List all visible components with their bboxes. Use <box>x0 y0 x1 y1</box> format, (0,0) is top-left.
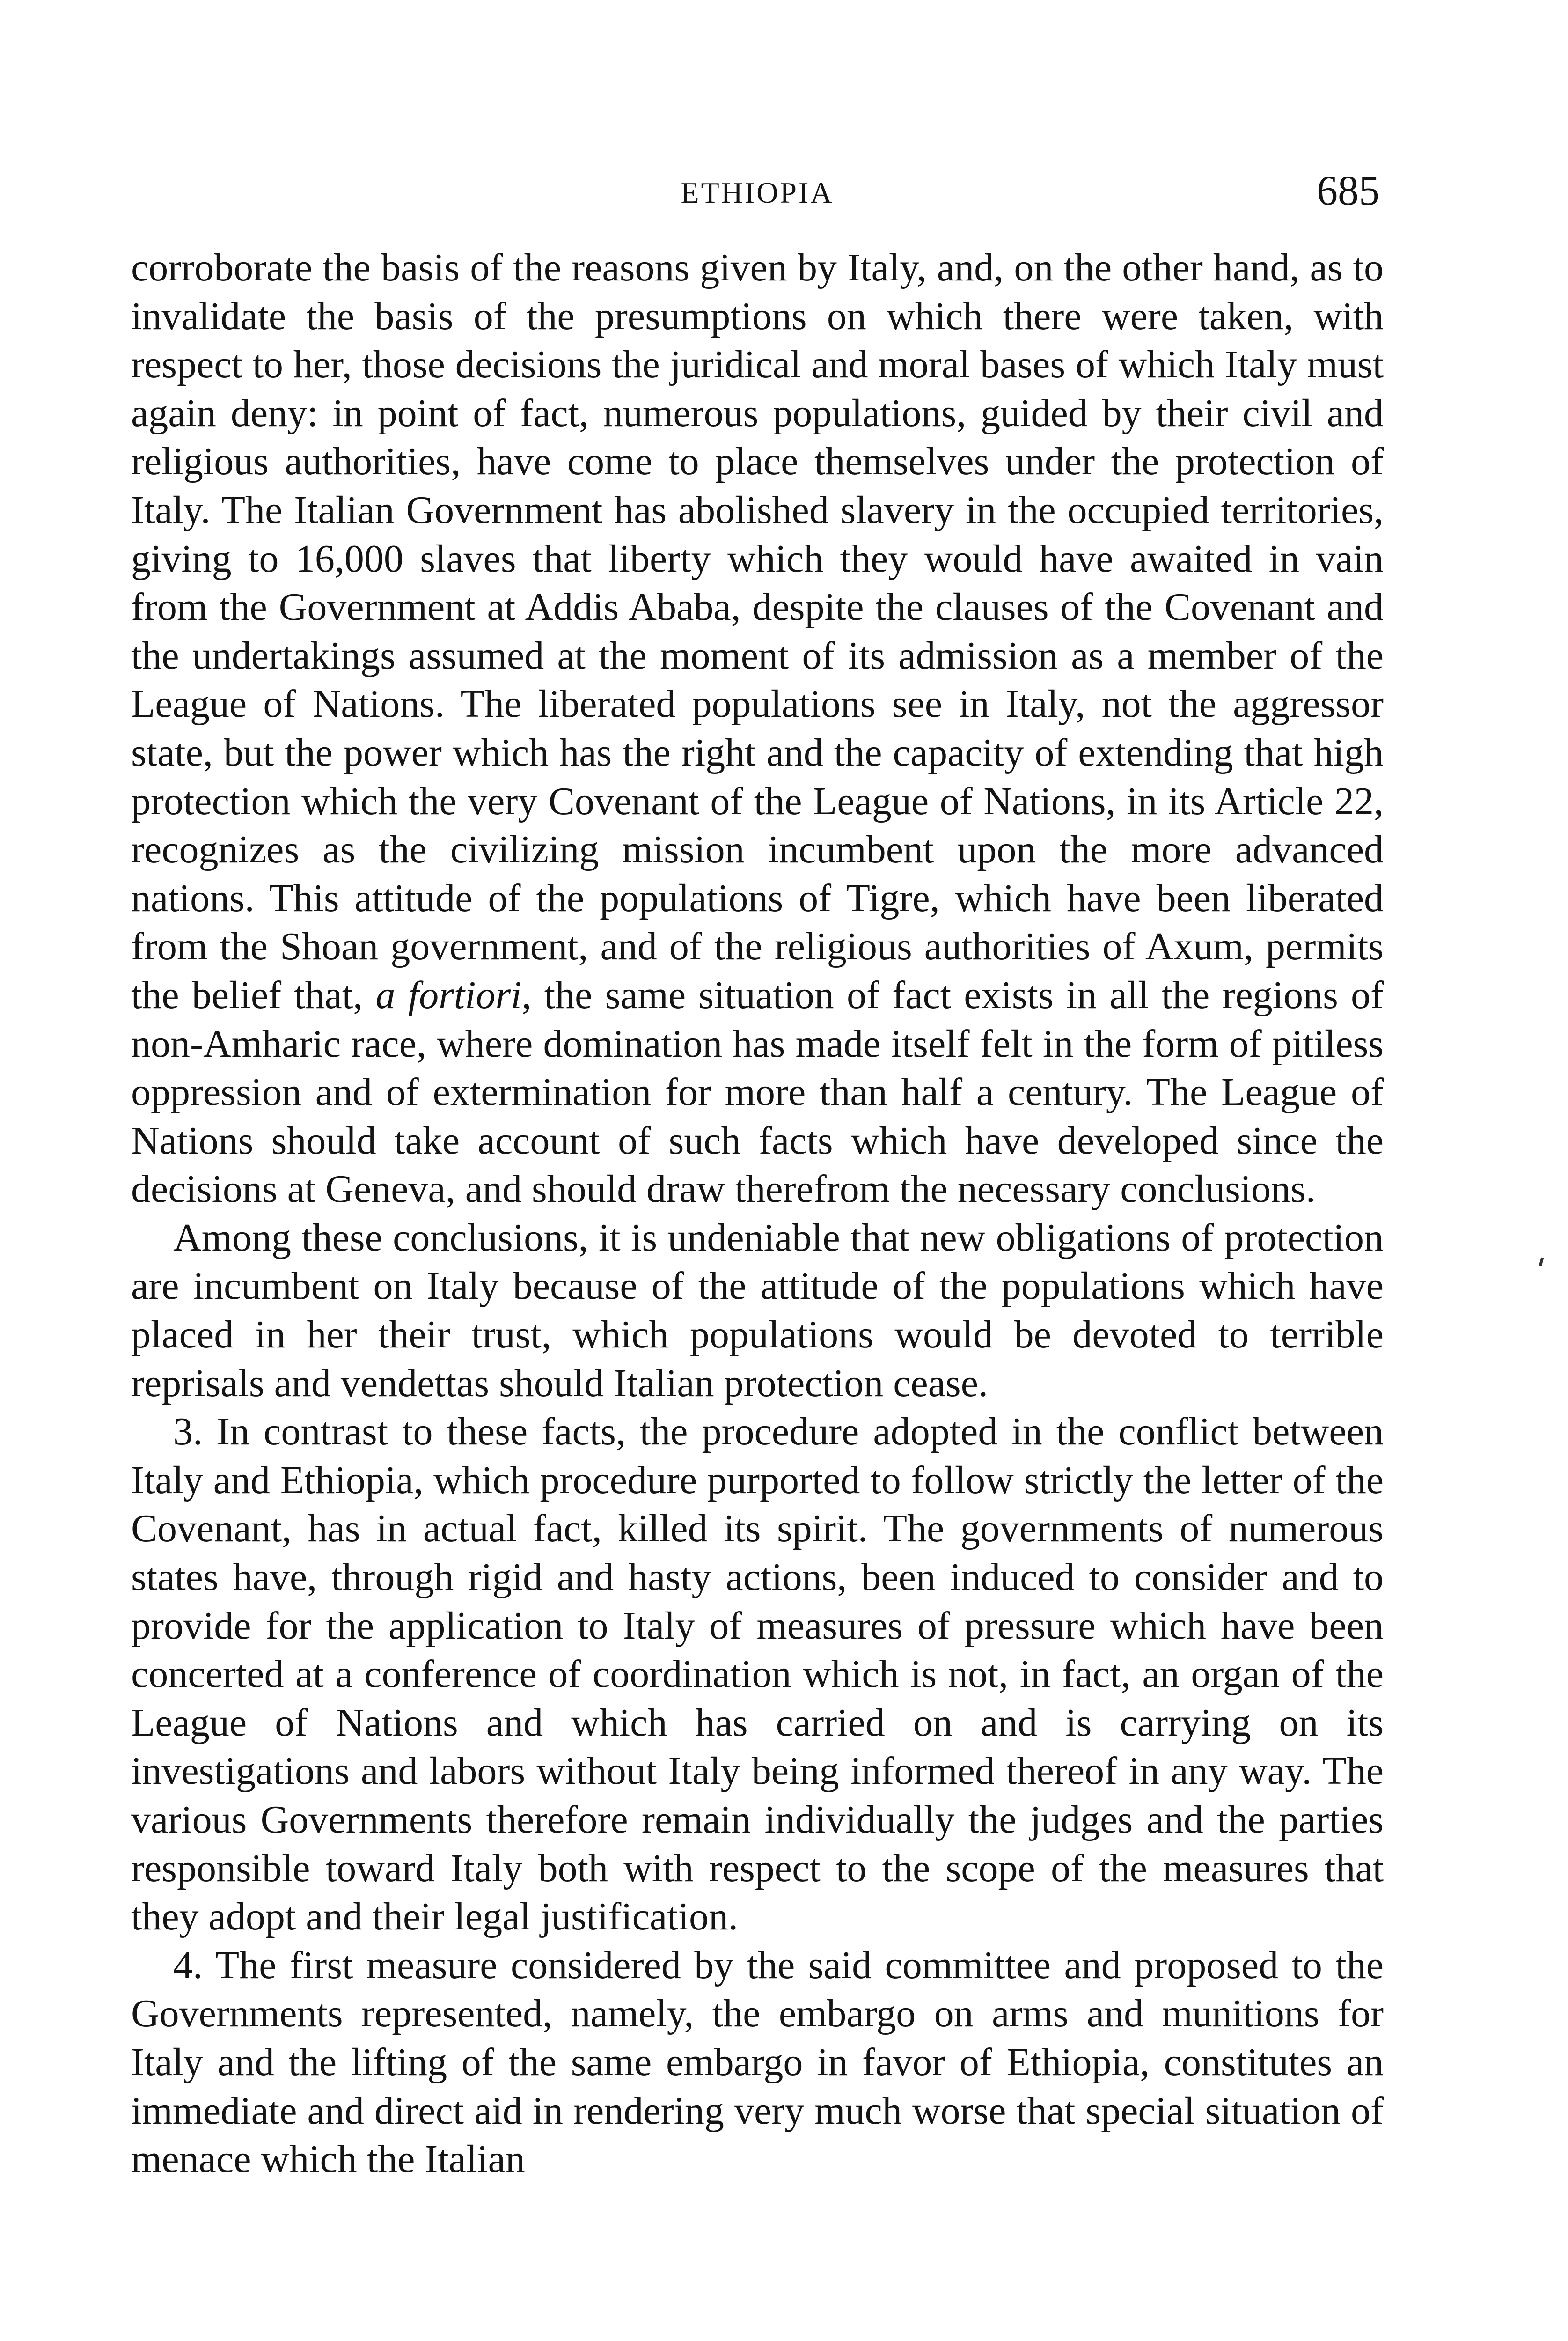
paragraph-text: corroborate the basis of the reasons given by Italy, and, on the other hand, as to invalidate the basis of the presumptions on which there were taken, with respect to her, those decisions the juridical and moral bases of which Italy must again deny: in point of fact, numerous populations, guided by their civil and religious authorities, have come to place themselves under the protection of Italy. The Italian Government has abolished slavery in the occupied territories, giving to 16,000 slaves that liberty which they would have awaited in vain from the Government at Addis Ababa, despite the clauses of the Covenant and the undertakings assumed at the moment of its admission as a member of the League of Nations. The liberated populations see in Italy, not the aggressor state, but the power which has the right and the capacity of extending that high protection which the very Covenant of the League of Nations, in its Article 22, recognizes as the civilizing mission incumbent upon the more advanced nations. This attitude of the populations of Tigre, which have been liberated from the Shoan government, and of the religious authorities of Axum, permits the belief that, <box>131 246 1384 1017</box>
body-text <box>131 243 1384 2184</box>
paragraph-conclusions: Among these conclusions, it is undeniable that new obligations of protection are incumbent on Italy because of the attitude of the populations which have placed in her their trust, which populations would be devoted to terrible reprisals and vendettas should Italian protection cease. <box>131 1215 1384 1405</box>
italic-phrase: a fortiori <box>375 973 522 1017</box>
page-number: 685 <box>1317 168 1380 214</box>
paragraph-section-3: 3. In contrast to these facts, the procedure adopted in the conflict between Italy and Ethiopia, which procedure purported to follow strictly the letter of the Covenant, has in actual fact, killed its spirit. The governments of numerous states have, through rigid and hasty actions, been induced to consider and to provide for the application to Italy of measures of pressure which have been concerted at a conference of coordination which is not, in fact, an organ of the League of Nations and which has carried on and is carrying on its investigations and labors without Italy being informed thereof in any way. The various Governments therefore remain individually the judges and the parties responsible toward Italy both with respect to the scope of the measures that they adopt and their legal justification. <box>131 1410 1384 1939</box>
paragraph-continuation <box>131 243 1384 1214</box>
paragraph-section-4: 4. The first measure considered by the said committee and proposed to the Governments represented, namely, the embargo on arms and munitions for Italy and the lifting of the same embargo in favor of Ethiopia, constitutes an immediate and direct aid in rendering very much worse that special situation of menace which the Italian <box>131 1943 1384 2181</box>
paragraph-text: , the same situation of fact exists in all the regions of non-Amharic race, where domination has made itself felt in the form of pitiless oppression and of extermination for more than half a century. The League of Nations should take account of such facts which have developed since the decisions at Geneva, and should draw therefrom the necessary conclusions. <box>131 973 1384 1211</box>
stray-ink-mark <box>1539 1258 1544 1266</box>
page-header-title: ETHIOPIA <box>681 176 834 209</box>
running-head <box>131 168 1384 214</box>
document-page <box>131 0 1384 2341</box>
